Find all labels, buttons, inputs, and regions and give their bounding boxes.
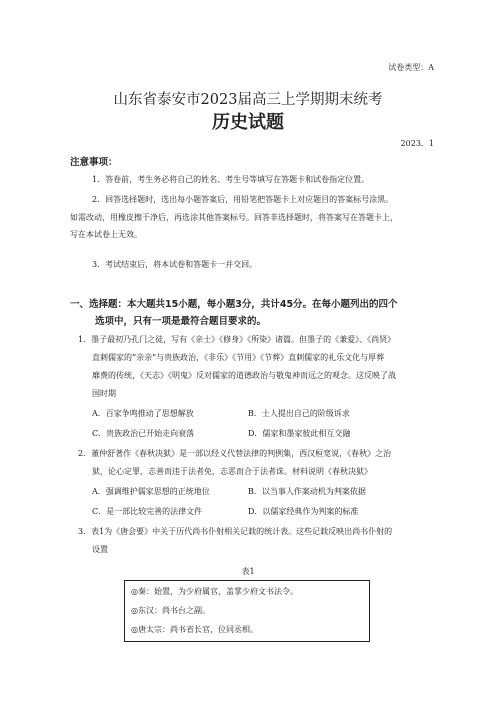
q2-option-d: D．以儒家经典作为判案的标准: [248, 507, 359, 516]
q1-stem-line-1: 1．墨子最初乃孔门之徒，写有《亲士》《修身》《所染》诸篇。但墨子的《兼爱》、《尚贤》: [78, 335, 396, 344]
notes-heading: 注意事项：: [70, 157, 118, 168]
exam-title: 山东省泰安市2023届高三上学期期末统考: [113, 92, 383, 108]
data-table: [124, 580, 370, 642]
table-row: ◎东汉：尚书台之副。: [131, 606, 210, 615]
q2-option-a: A．强调维护儒家思想的正统地位: [92, 487, 210, 496]
q2-option-b: B．以当事人作案动机为判案依据: [248, 487, 366, 496]
notes-item-2-line-2: 如需改动，用橡皮擦干净后，再选涂其他答案标号。回答非选择题时，将答案写在答题卡上，: [70, 213, 398, 222]
q1-option-a: A．百家争鸣推动了思想解放: [92, 409, 194, 418]
notes-item-1: 1．答卷前，考生务必将自己的姓名、考生号等填写在答题卡和试卷指定位置。: [92, 175, 370, 184]
notes-item-2-line-1: 2．回答选择题时，选出每小题答案后，用铅笔把答题卡上对应题目的答案标号涂黑。: [92, 195, 394, 204]
subject-title: 历史试题: [212, 112, 284, 133]
q2-option-c: C．是一部比较完善的法律文件: [92, 507, 203, 516]
q1-option-d: D．儒家和墨家彼此相互交融: [248, 429, 351, 438]
q1-stem-line-4: 国时期: [92, 389, 116, 398]
q2-stem-line-1: 2．董仲舒著作《春秋决狱》是一部以经义代替法律的判例集，西汉桓宽说，《春秋》之治: [78, 449, 392, 458]
table-row: ◎唐太宗：尚书省长官，位同丞相。: [131, 625, 258, 634]
paper-type-label: 试卷类型：A: [388, 63, 434, 72]
section-heading: 一、选择题：本大题共15小题，每小题3分，共计45分。在每小题列出的四个: [70, 299, 398, 310]
q1-option-c: C．贵族政治已开始走向衰落: [92, 429, 195, 438]
q2-stem-line-2: 狱，论心定罪，志善而违于法者免，志恶而合于法者诛。材料说明《春秋决狱》: [92, 467, 372, 476]
q1-option-b: B．士人提出自己的阶级诉求: [248, 409, 350, 418]
table-caption: 表1: [241, 567, 255, 576]
notes-item-2-line-3: 写在本试卷上无效。: [70, 230, 142, 239]
section-heading-cont: 选项中，只有一项是最符合题目要求的。: [95, 316, 267, 327]
table-row: ◎秦：始置，为少府属官，盖掌少府文书法令。: [131, 587, 298, 596]
q1-stem-line-2: 直刺儒家的“亲亲”与贵族政治，《非乐》《节用》《节葬》直刺儒家的礼乐文化与厚葬: [92, 353, 385, 362]
q3-stem-line-1: 3．表1为《唐会要》中关于历代尚书仆射相关记载的统计表。这些记载反映出尚书仆射的: [78, 527, 393, 536]
q3-stem-line-2: 设置: [92, 545, 108, 554]
q1-stem-line-3: 靡费的传统，《天志》《明鬼》反对儒家的道德政治与敬鬼神而远之的观念。这反映了战: [92, 371, 396, 380]
exam-date: 2023．1: [400, 139, 434, 148]
notes-item-3: 3．考试结束后，将本试卷和答题卡一并交回。: [92, 260, 258, 269]
